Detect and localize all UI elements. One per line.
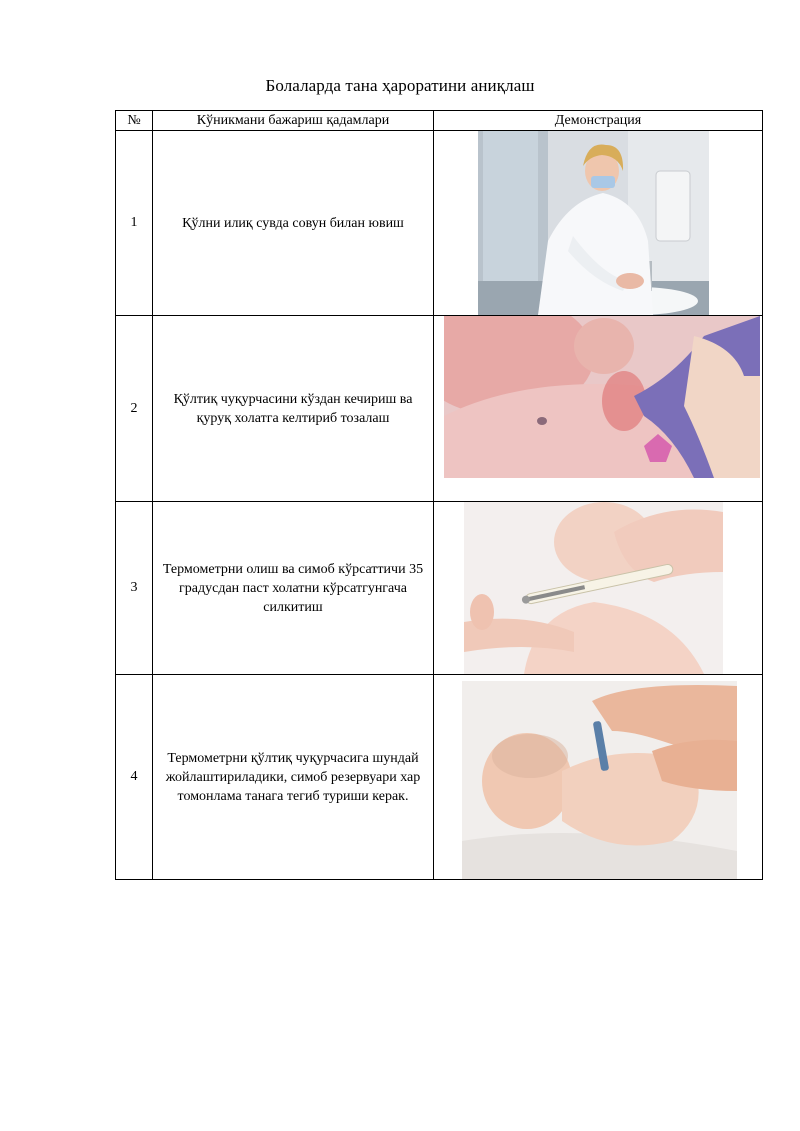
table-row (116, 502, 763, 675)
step-description (153, 131, 434, 316)
nurse-washing-hands-photo (478, 131, 709, 315)
demo-cell (434, 131, 763, 316)
step-number: 2 (116, 316, 153, 502)
header-number: № (116, 111, 153, 131)
table-row (116, 675, 763, 880)
demo-cell (434, 675, 763, 880)
step-text: Термометрни қўлтиқ чуқурчасига шундай жойлаштириладики, симоб резервуари хар томонлама танага тегиб туриши керак. (165, 750, 421, 804)
step-number: 3 (116, 502, 153, 675)
demo-cell (434, 316, 763, 502)
table-header-row (116, 111, 763, 131)
step-number: 4 (116, 675, 153, 880)
demo-cell (434, 502, 763, 675)
page-title: Болаларда тана ҳароратини аниқлаш (265, 76, 535, 95)
step-number: 1 (116, 131, 153, 316)
step-description (153, 675, 434, 880)
thermometer-shaking-photo (464, 502, 723, 674)
thermometer-in-armpit-photo (462, 681, 737, 879)
steps-table (115, 110, 763, 880)
header-steps: Кўникмани бажариш қадамлари (153, 111, 434, 131)
step-text: Термометрни олиш ва симоб кўрсаттичи 35 градусдан паст холатни кўрсатгунгача силкитиш (162, 561, 424, 615)
step-description (153, 316, 434, 502)
table-row (116, 316, 763, 502)
step-description (153, 502, 434, 675)
step-text: Қўлтиқ чуқурчасини кўздан кечириш ва қуруқ холатга келтириб тозалаш (173, 391, 413, 426)
header-demonstration: Демонстрация (434, 111, 763, 131)
step-text: Қўлни илиқ сувда совун билан ювиш (182, 215, 404, 231)
table-row (116, 131, 763, 316)
infant-armpit-inspection-photo (444, 316, 760, 478)
